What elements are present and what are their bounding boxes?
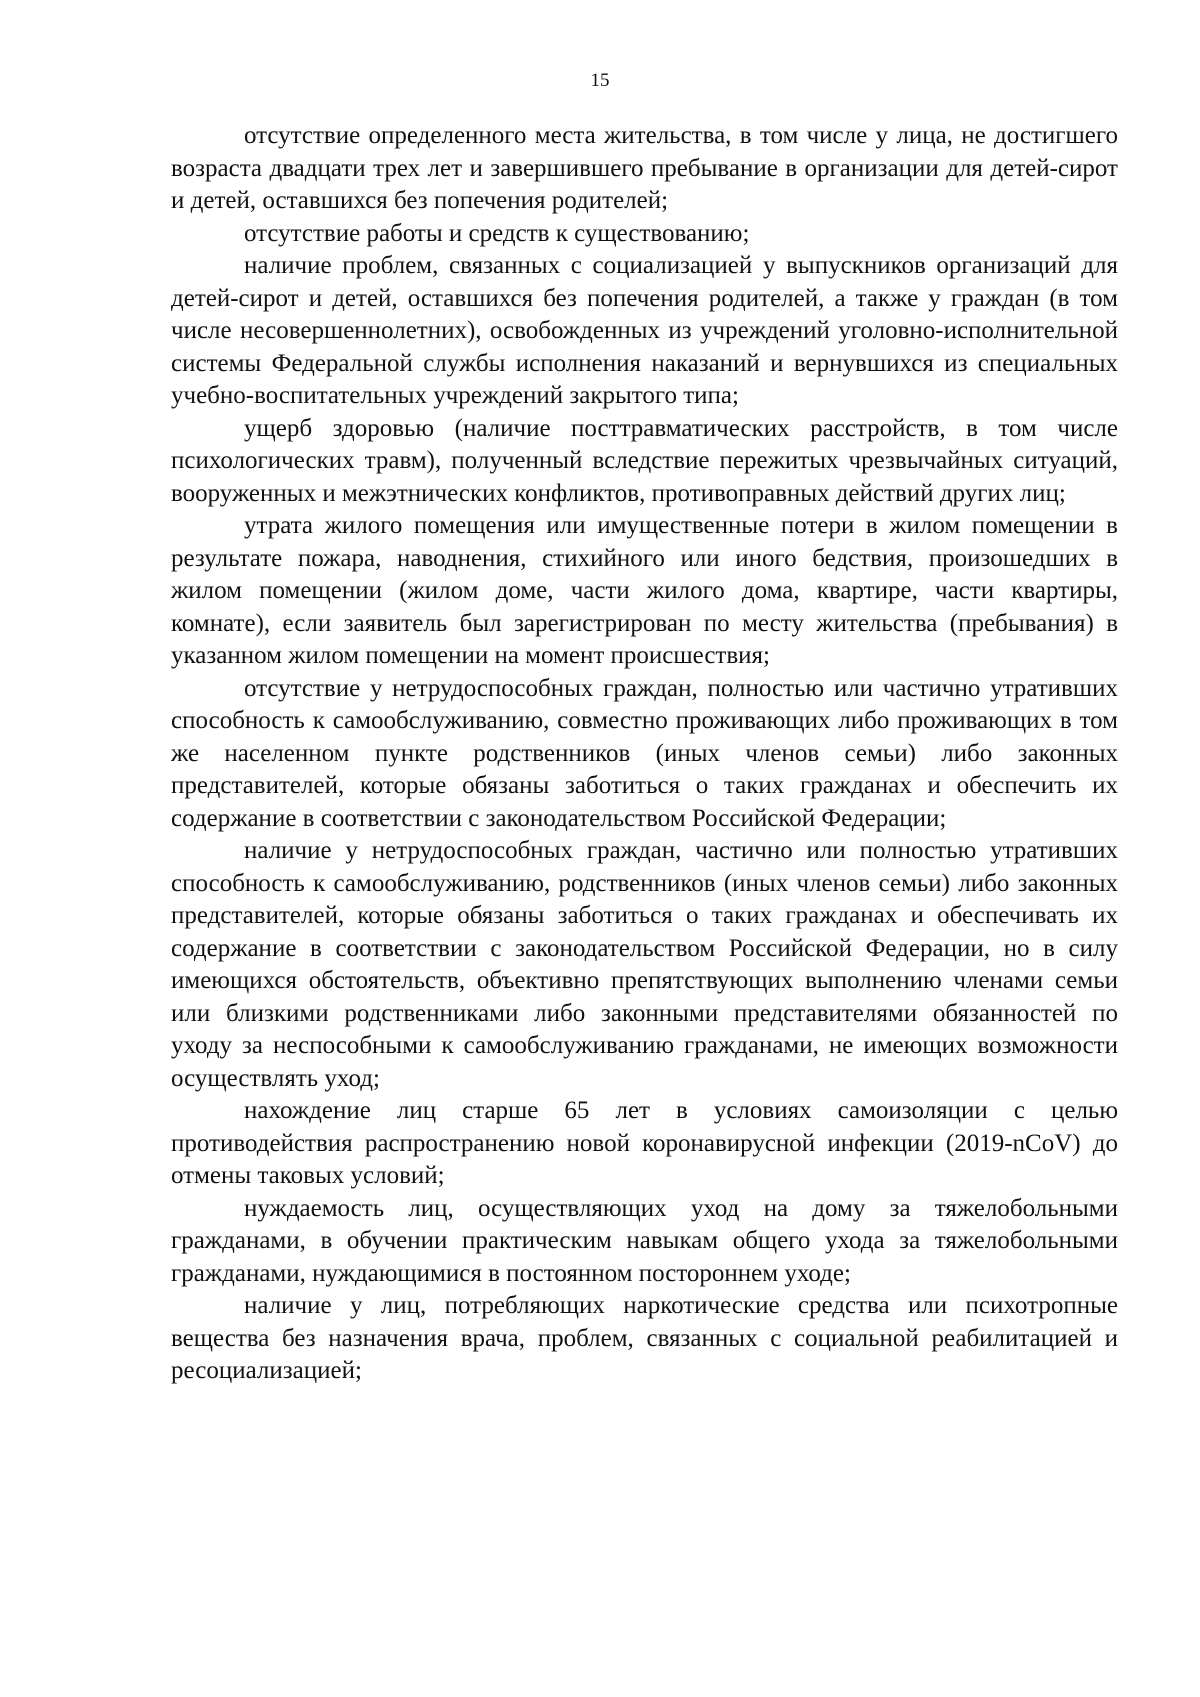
paragraph-4: ущерб здоровью (наличие посттравматических расстройств, в том числе психологических травм), полученный вследствие пережитых чрезвычайных ситуаций, вооруженных и межэтнических конфликтов, противоправных действий других лиц; (171, 414, 1118, 507)
paragraph-10: наличие у лиц, потребляющих наркотические средства или психотропные вещества без назначения врача, проблем, связанных с социальной реабилитацией и ресоциализацией; (171, 1292, 1118, 1384)
page-number: 15 (590, 70, 610, 91)
paragraph-8: нахождение лиц старше 65 лет в условиях самоизоляции с целью противодействия распространению новой коронавирусной инфекции (2019-nCoV) до отмены таковых условий; (171, 1097, 1118, 1189)
paragraph-6: отсутствие у нетрудоспособных граждан, полностью или частично утративших способность к самообслуживанию, совместно проживающих либо проживающих в том же населенном пункте родственников (иных членов семьи) либо законных представителей, которые обязаны заботиться о таких гражданах и обеспечить их содержание в соответствии с законодательством Российской Федерации; (171, 674, 1118, 832)
paragraph-1: отсутствие определенного места жительства, в том числе у лица, не достигшего возраста двадцати трех лет и завершившего пребывание в организации для детей-сирот и детей, оставшихся без попечения родителей; (171, 122, 1118, 214)
paragraph-9: нуждаемость лиц, осуществляющих уход на дому за тяжелобольными гражданами, в обучении практическим навыкам общего ухода за тяжелобольными гражданами, нуждающимися в постоянном постороннем уходе; (171, 1194, 1118, 1287)
paragraph-5: утрата жилого помещения или имущественные потери в жилом помещении в результате пожара, наводнения, стихийного или иного бедствия, произошедших в жилом помещении (жилом доме, части жилого дома, квартире, части квартиры, комнате), если заявитель был зарегистрирован по месту жительства (пребывания) в указанном жилом помещении на момент происшествия; (171, 512, 1118, 669)
paragraph-7: наличие у нетрудоспособных граждан, частично или полностью утративших способность к самообслуживанию, родственников (иных членов семьи) либо законных представителей, которые обязаны заботиться о таких гражданах и обеспечивать их содержание в соответствии с законодательством Российской Федерации, но в силу имеющихся обстоятельств, объективно препятствующих выполнению членами семьи или близкими родственниками либо законными представителями обязанностей по уходу за неспособными к самообслуживанию гражданами, не имеющих возможности осуществлять уход; (171, 837, 1118, 1092)
paragraph-3: наличие проблем, связанных с социализацией у выпускников организаций для детей-сирот и детей, оставшихся без попечения родителей, а также у граждан (в том числе несовершеннолетних), освобожденных из учреждений уголовно-исполнительной системы Федеральной службы исполнения наказаний и вернувшихся из специальных учебно-воспитательных учреждений закрытого типа; (171, 252, 1118, 409)
document-body (171, 120, 1118, 1388)
paragraph-2: отсутствие работы и средств к существованию; (244, 219, 750, 247)
